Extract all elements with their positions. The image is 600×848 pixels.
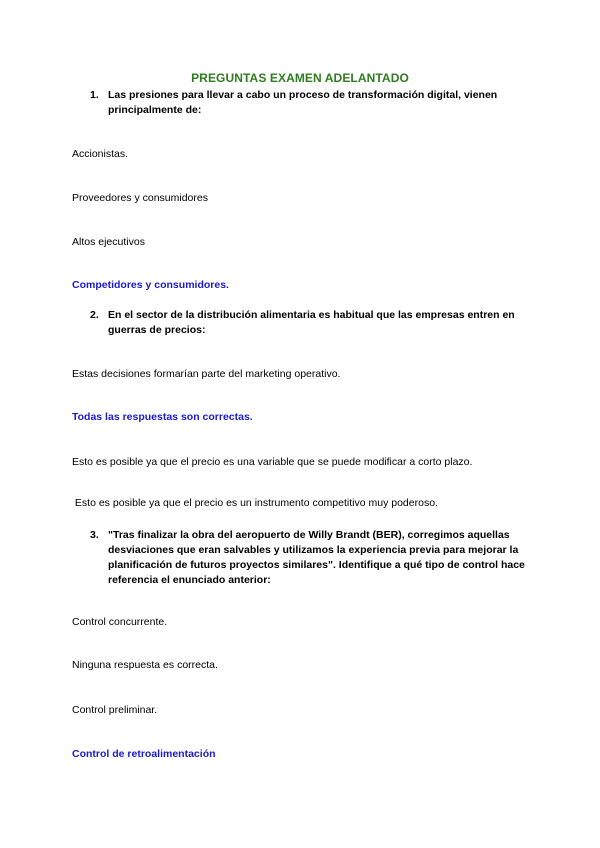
option-text: Control preliminar.: [72, 704, 158, 716]
question-number: 3.: [90, 529, 99, 541]
question-3: [90, 528, 530, 590]
option-text: Ninguna respuesta es correcta.: [72, 659, 218, 671]
correct-answer: Todas las respuestas son correctas.: [72, 411, 253, 423]
correct-answer: Control de retroalimentación: [72, 748, 216, 760]
question-2: [90, 308, 530, 340]
question-1: [90, 88, 530, 120]
question-number: 1.: [90, 89, 99, 101]
option-text: Proveedores y consumidores: [72, 192, 208, 204]
option-text: Control concurrente.: [72, 616, 168, 628]
option-text: Estas decisiones formarían parte del marketing operativo.: [72, 368, 341, 380]
question-text: En el sector de la distribución alimentaria es habitual que las empresas entren en guerras de precios:: [108, 309, 515, 336]
option-text: Esto es posible ya que el precio es un instrumento competitivo muy poderoso.: [72, 497, 438, 509]
option-text: Esto es posible ya que el precio es una variable que se puede modificar a corto plazo.: [72, 456, 473, 468]
question-number: 2.: [90, 309, 99, 321]
option-text: Accionistas.: [72, 148, 129, 160]
page-title: PREGUNTAS EXAMEN ADELANTADO: [191, 71, 409, 85]
correct-answer: Competidores y consumidores.: [72, 279, 229, 291]
question-text: Las presiones para llevar a cabo un proceso de transformación digital, vienen principalmente de:: [108, 89, 498, 116]
option-text: Altos ejecutivos: [72, 236, 145, 248]
question-text: "Tras finalizar la obra del aeropuerto de Willy Brandt (BER), corregimos aquellas desviaciones que eran salvables y utilizamos la experiencia previa para mejorar la planificación de futuros proyectos similares". Identifique a qué tipo de control hace referencia el enunciado anterior:: [108, 529, 525, 586]
